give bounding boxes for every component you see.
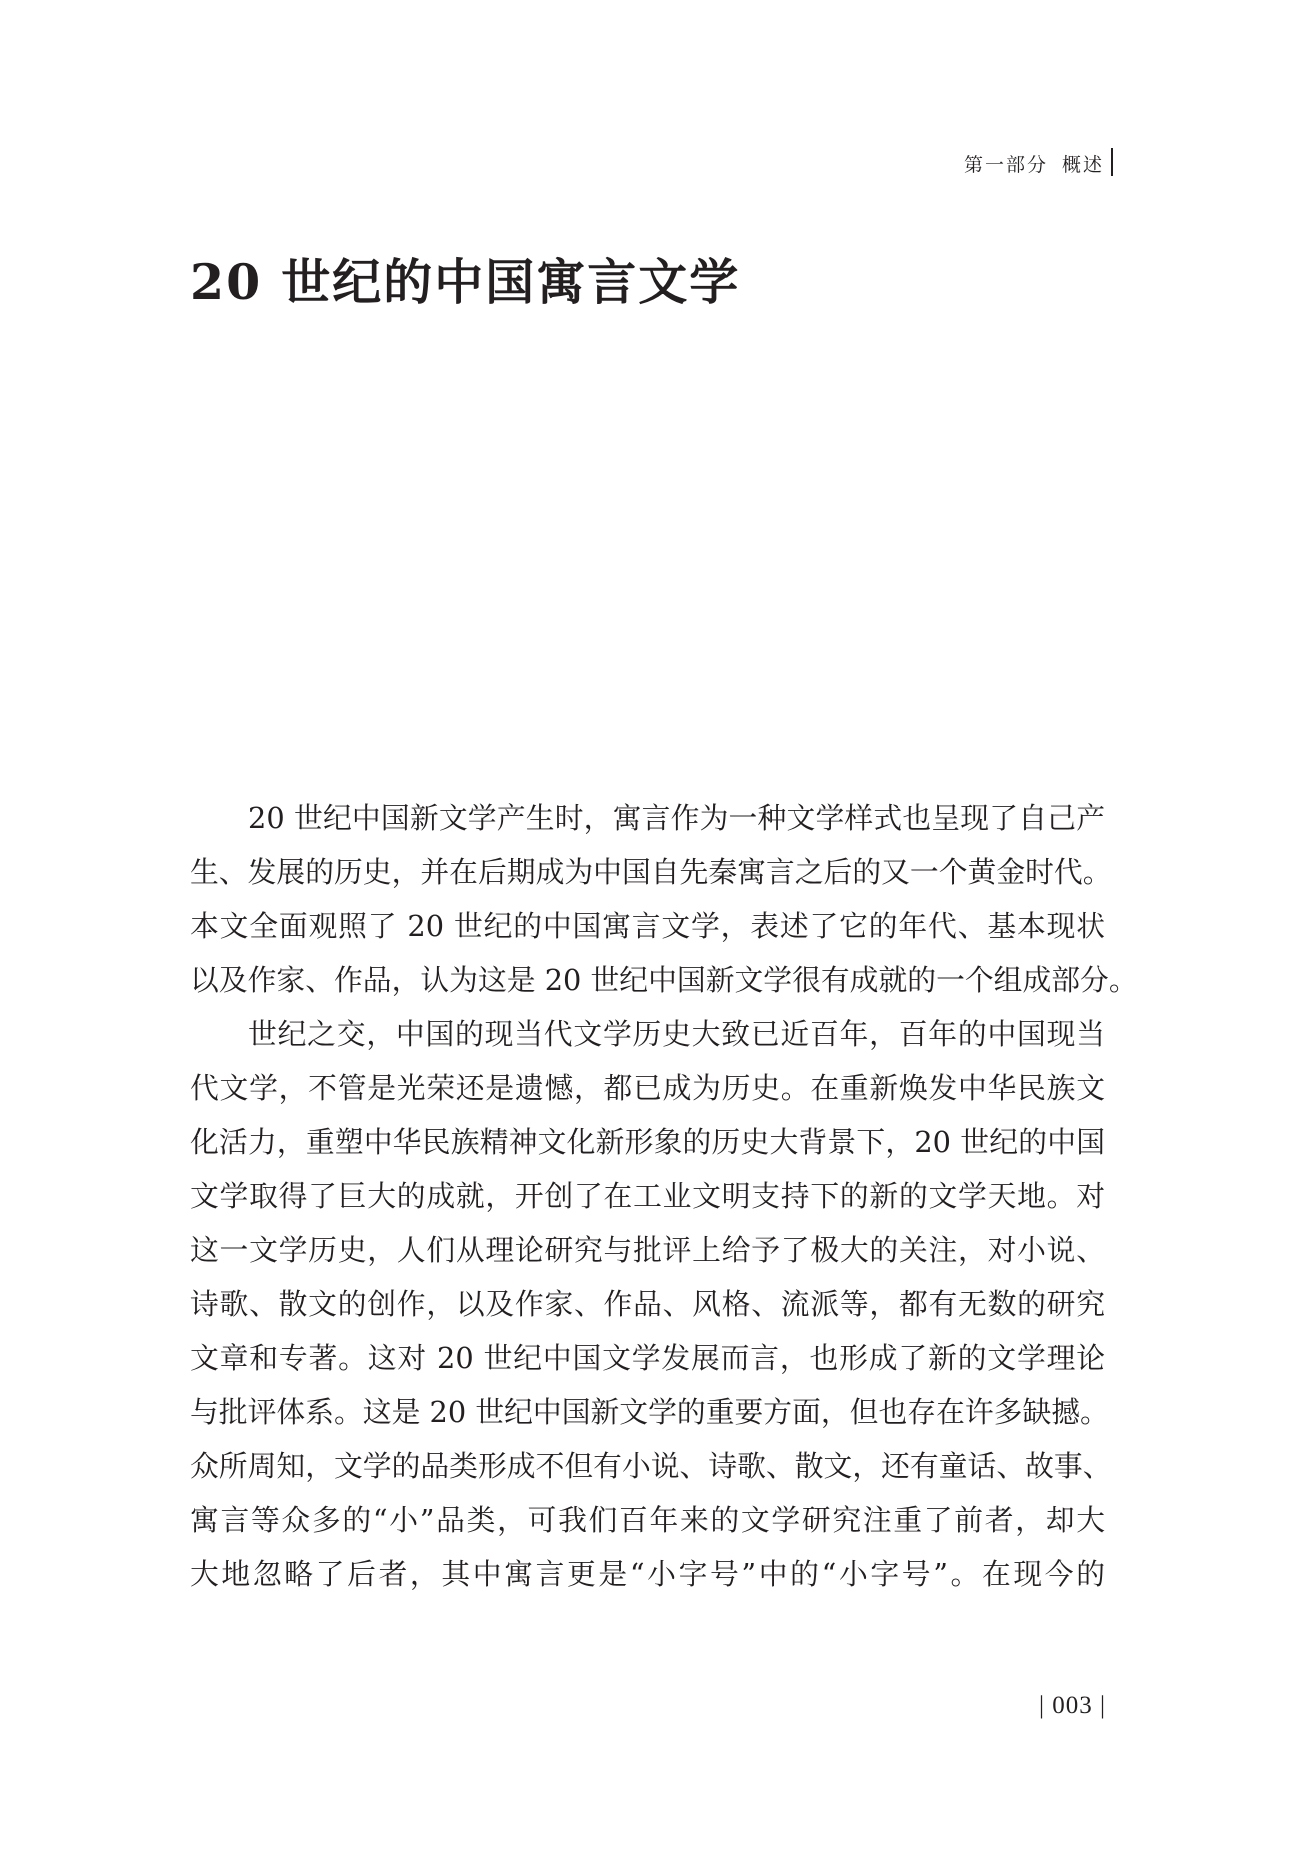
paragraph-line: 世纪之交，中国的现当代文学历史大致已近百年，百年的中国现当	[248, 1017, 1105, 1051]
paragraph-line: 代文学，不管是光荣还是遗憾，都已成为历史。在重新焕发中华民族文	[190, 1071, 1105, 1105]
header-section: 概述	[1061, 154, 1104, 176]
abstract-line: 以及作家、作品，认为这是 20 世纪中国新文学很有成就的一个组成部分。	[190, 963, 1138, 997]
paragraph-line: 文章和专著。这对 20 世纪中国文学发展而言，也形成了新的文学理论	[190, 1341, 1105, 1375]
article-title: 20 世纪的中国寓言文学	[190, 253, 741, 311]
paragraph-line: 化活力，重塑中华民族精神文化新形象的历史大背景下，20 世纪的中国	[190, 1125, 1105, 1159]
paragraph-line: 诗歌、散文的创作，以及作家、作品、风格、流派等，都有无数的研究	[190, 1287, 1105, 1321]
running-header	[964, 150, 1104, 177]
header-divider	[1111, 148, 1113, 176]
paragraph-line: 寓言等众多的“小”品类，可我们百年来的文学研究注重了前者，却大	[190, 1503, 1105, 1537]
header-part: 第一部分	[963, 154, 1048, 176]
paragraph-line: 大地忽略了后者，其中寓言更是“小字号”中的“小字号”。在现今的	[190, 1557, 1105, 1591]
page-number: | 003 |	[1038, 1692, 1106, 1719]
paragraph-line: 文学取得了巨大的成就，开创了在工业文明支持下的新的文学天地。对	[190, 1179, 1105, 1213]
abstract-line: 本文全面观照了 20 世纪的中国寓言文学，表述了它的年代、基本现状	[190, 909, 1105, 943]
body-text	[190, 791, 1138, 1601]
abstract-line: 20 世纪中国新文学产生时，寓言作为一种文学样式也呈现了自己产	[248, 801, 1105, 835]
paragraph-line: 与批评体系。这是 20 世纪中国新文学的重要方面，但也存在许多缺撼。	[190, 1395, 1109, 1429]
paragraph-line: 众所周知，文学的品类形成不但有小说、诗歌、散文，还有童话、故事、	[190, 1449, 1112, 1483]
paragraph-line: 这一文学历史，人们从理论研究与批评上给予了极大的关注，对小说、	[190, 1233, 1105, 1267]
abstract-line: 生、发展的历史，并在后期成为中国自先秦寓言之后的又一个黄金时代。	[190, 855, 1112, 889]
